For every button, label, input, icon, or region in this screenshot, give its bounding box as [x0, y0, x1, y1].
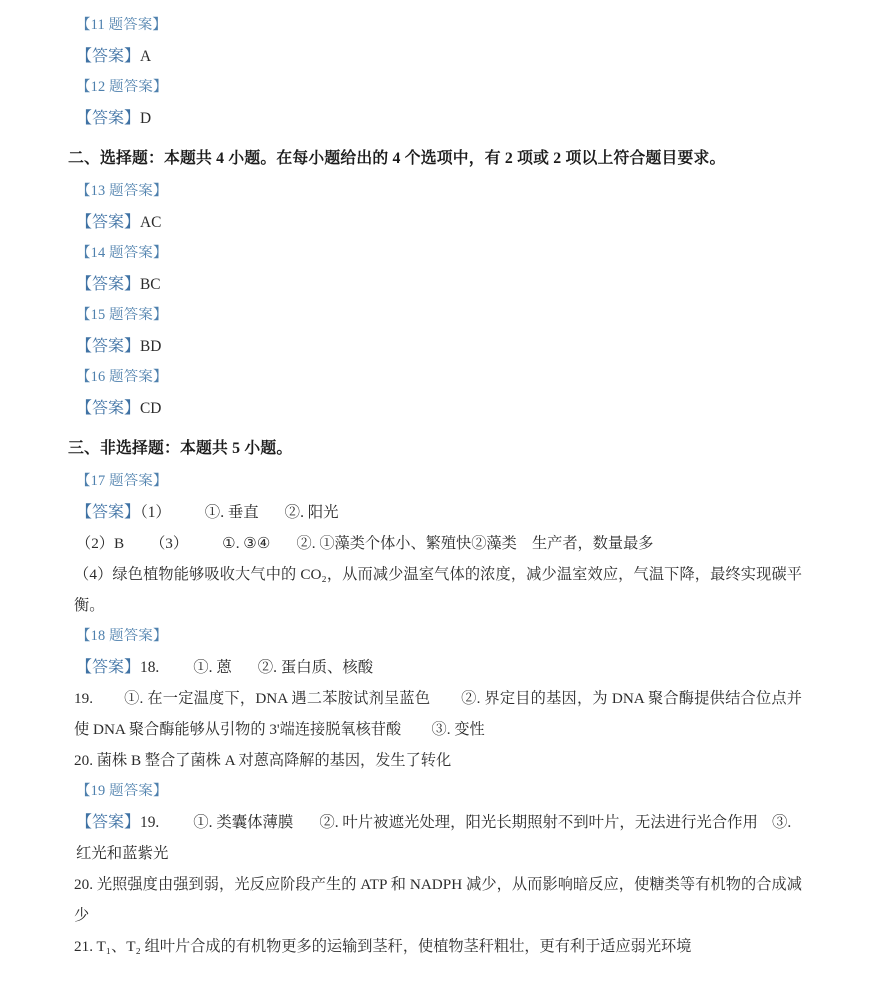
answer-key-label-15: 【答案】 [76, 338, 141, 355]
answer-19-item2: ②. 叶片被遮光处理，阳光长期照射不到叶片，无法进行光合作用 [319, 814, 758, 831]
question-tag-19: 【19 题答案】 [76, 783, 168, 799]
answer-value-16: CD [140, 400, 162, 417]
answer-key-label-14: 【答案】 [76, 276, 141, 293]
answer-value-12: D [140, 110, 152, 127]
answer-17-sub3-item2: ②. ①藻类个体小、繁殖快②藻类 生产者，数量最多 [296, 535, 654, 552]
answer-17-sub1-label: （1） [140, 504, 171, 521]
answer-17-sub3-label: （3） [150, 535, 189, 552]
answer-line-11 [62, 41, 802, 72]
answer-key-label-13: 【答案】 [76, 214, 141, 231]
answer-line-19-in-block-18: 19. ①. 在一定温度下，DNA 遇二苯胺试剂呈蓝色 ②. 界定目的基因，为 DNA 聚合酶提供结合位点并使 DNA 聚合酶能够从引物的 3'端连接脱氧核苷酸 ③. 变性 [74, 690, 802, 738]
answer-line-12 [62, 103, 802, 134]
answer-17-sub2: （2）B [76, 535, 125, 552]
answer-key-label-17: 【答案】 [76, 504, 141, 521]
answer-key-label-19: 【答案】 [76, 814, 141, 831]
answer-17-sub1-item2: ②. 阳光 [284, 504, 339, 521]
answer-18-item2: ②. 蛋白质、核酸 [257, 659, 374, 676]
answer-19-item3: ③. 红光和蓝紫光 [76, 814, 796, 862]
answer-key-label-11: 【答案】 [76, 48, 141, 65]
answer-line-17-part1 [62, 497, 802, 528]
answer-19-number: 19. [140, 814, 160, 831]
answer-line-15 [62, 331, 802, 362]
answer-line-18-part1 [62, 652, 802, 683]
answer-17-sub3-item1: ①. ③④ [222, 535, 271, 552]
answer-line-20-in-block-18: 20. 菌株 B 整合了菌株 A 对蒽高降解的基因，发生了转化 [74, 752, 452, 769]
question-tag-15: 【15 题答案】 [76, 307, 168, 323]
question-tag-12: 【12 题答案】 [76, 79, 168, 95]
section-heading-2: 二、选择题：本题共 4 小题。在每小题给出的 4 个选项中，有 2 项或 2 项以上符合题目要求。 [68, 150, 726, 167]
answer-key-label-18: 【答案】 [76, 659, 141, 676]
answer-18-number: 18. [140, 659, 160, 676]
answer-line-13 [62, 207, 802, 238]
section-heading-3: 三、非选择题：本题共 5 小题。 [68, 440, 293, 457]
answer-line-16 [62, 393, 802, 424]
answer-value-13: AC [140, 214, 162, 231]
question-tag-16: 【16 题答案】 [76, 369, 168, 385]
answer-key-label-16: 【答案】 [76, 400, 141, 417]
answer-line-17-part3: （4）绿色植物能够吸收大气中的 CO₂，从而减少温室气体的浓度，减少温室效应，气温下降，最终实现碳平衡。 [74, 566, 802, 614]
question-tag-18: 【18 题答案】 [76, 628, 168, 644]
question-tag-17: 【17 题答案】 [76, 473, 168, 489]
question-tag-13: 【13 题答案】 [76, 183, 168, 199]
answer-17-sub1-item1: ①. 垂直 [204, 504, 259, 521]
question-tag-14: 【14 题答案】 [76, 245, 168, 261]
answer-value-14: BC [140, 276, 161, 293]
answer-line-19-part1 [62, 807, 802, 869]
answer-line-14 [62, 269, 802, 300]
answer-18-item1: ①. 蒽 [193, 659, 232, 676]
answer-line-21-in-block-19: 21. T₁、T₂ 组叶片合成的有机物更多的运输到茎秆，使植物茎秆粗壮，更有利于适应弱光环境 [74, 938, 692, 955]
answer-value-15: BD [140, 338, 162, 355]
answer-value-11: A [140, 48, 152, 65]
question-tag-11: 【11 题答案】 [76, 17, 168, 33]
answer-key-label-12: 【答案】 [76, 110, 141, 127]
answer-line-17-part2 [62, 528, 802, 559]
answer-line-20-in-block-19: 20. 光照强度由强到弱，光反应阶段产生的 ATP 和 NADPH 减少，从而影响暗反应，使糖类等有机物的合成减少 [74, 876, 802, 924]
answer-19-item1: ①. 类囊体薄膜 [193, 814, 294, 831]
document-content [62, 10, 802, 962]
